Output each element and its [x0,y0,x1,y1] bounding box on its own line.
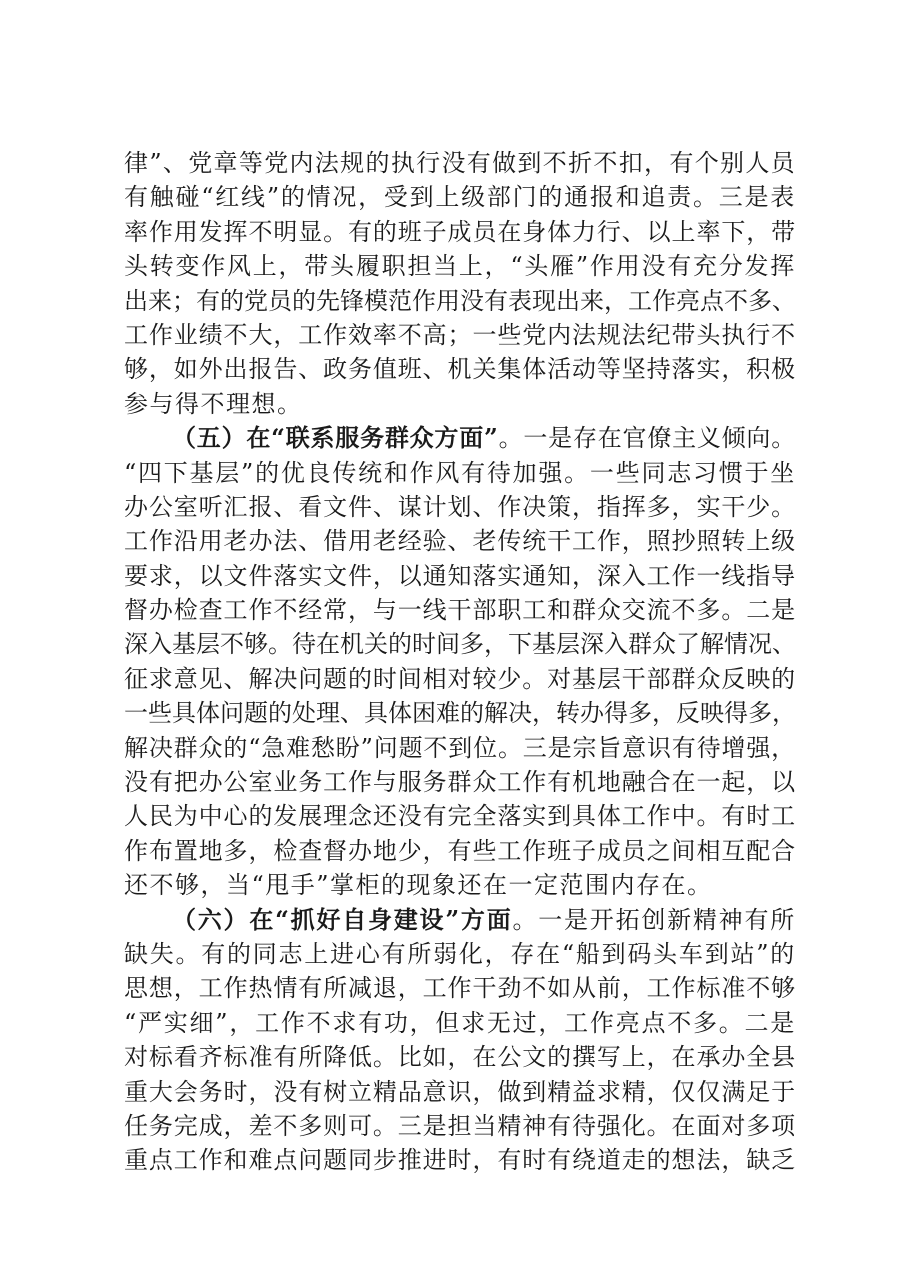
line-text: 解决群众的“急难愁盼”问题不到位。三是宗旨意识有待增强， [124,733,796,762]
body-text-line [124,524,796,558]
line-text: 还不够，当“甩手”掌柜的现象还在一定范围内存在。 [124,871,713,900]
body-text-line [124,352,796,386]
line-text: “四下基层”的优良传统和作风有待加强。一些同志习惯于坐 [124,458,796,487]
line-text: 工作业绩不大，工作效率不高；一些党内法规法纪带头执行不 [124,320,796,349]
line-text: 有触碰“红线”的情况，受到上级部门的通报和追责。三是表 [124,183,796,212]
line-text: 重大会务时，没有树立精品意识，做到精益求精，仅仅满足于 [124,1077,796,1106]
section-heading: （六）在“抓好自身建设”方面 [172,904,513,934]
body-text-line [124,696,796,730]
body-text-line [124,318,796,352]
body-text-line [124,799,796,833]
document-body [124,146,796,1178]
body-text-line [124,937,796,971]
line-text: 律”、党章等党内法规的执行没有做到不折不扣，有个别人员 [124,149,796,177]
body-text-line [124,559,796,593]
body-text-line [124,1109,796,1143]
line-text: 思想，工作热情有所减退，工作干劲不如从前，工作标准不够 [124,974,796,1003]
body-text-line [124,1040,796,1074]
section-heading-line [124,421,796,455]
line-text: 出来；有的党员的先锋模范作用没有表现出来，工作亮点不多、 [124,286,796,315]
section-heading: （五）在“联系服务群众方面” [172,423,499,453]
body-text-line [124,146,796,180]
body-text-line [124,456,796,490]
body-text-line [124,868,796,902]
body-text-line [124,1075,796,1109]
body-text-line [124,180,796,214]
body-text-line [124,490,796,524]
line-text: 作布置地多，检查督办地少，有些工作班子成员之间相互配合 [124,836,796,865]
body-text-line [124,765,796,799]
line-text: 督办检查工作不经常，与一线干部职工和群众交流不多。二是 [124,596,796,625]
line-text: 深入基层不够。待在机关的时间多，下基层深入群众了解情况、 [124,630,796,659]
body-text-line [124,627,796,661]
line-text: 征求意见、解决问题的时间相对较少。对基层干部群众反映的 [124,664,796,693]
body-text-line [124,1143,796,1177]
line-text: 。一是开拓创新精神有所 [512,905,796,934]
body-text-line [124,249,796,283]
line-text: 人民为中心的发展理念还没有完全落实到具体工作中。有时工 [124,802,796,831]
line-text: 对标看齐标准有所降低。比如，在公文的撰写上，在承办全县 [124,1043,796,1072]
line-text: 头转变作风上，带头履职担当上，“头雁”作用没有充分发挥 [124,252,796,281]
line-text: 重点工作和难点问题同步推进时，有时有绕道走的想法，缺乏 [124,1146,796,1175]
line-text: 办公室听汇报、看文件、谋计划、作决策，指挥多，实干少。 [124,492,796,521]
section-heading-line [124,903,796,937]
line-text: 要求，以文件落实文件，以通知落实通知，深入工作一线指导 [124,561,796,590]
line-text: 没有把办公室业务工作与服务群众工作有机地融合在一起，以 [124,768,796,797]
line-text: 工作沿用老办法、借用老经验、老传统干工作，照抄照转上级 [124,527,796,556]
body-text-line [124,284,796,318]
body-text-line [124,662,796,696]
line-text: 率作用发挥不明显。有的班子成员在身体力行、以上率下，带 [124,217,796,246]
line-text: 一些具体问题的处理、具体困难的解决，转办得多，反映得多， [124,699,796,728]
body-text-line [124,593,796,627]
line-text: 够，如外出报告、政务值班、机关集体活动等坚持落实，积极 [124,355,796,384]
body-text-line [124,731,796,765]
line-text: 。一是存在官僚主义倾向。 [498,424,796,453]
line-text: “严实细”，工作不求有功，但求无过，工作亮点不多。二是 [124,1008,796,1037]
body-text-line [124,834,796,868]
body-text-line [124,1006,796,1040]
line-text: 参与得不理想。 [124,389,303,418]
body-text-line [124,387,796,421]
line-text: 任务完成，差不多则可。三是担当精神有待强化。在面对多项 [124,1111,796,1140]
body-text-line [124,971,796,1005]
line-text: 缺失。有的同志上进心有所弱化，存在“船到码头车到站”的 [124,939,796,968]
body-text-line [124,215,796,249]
